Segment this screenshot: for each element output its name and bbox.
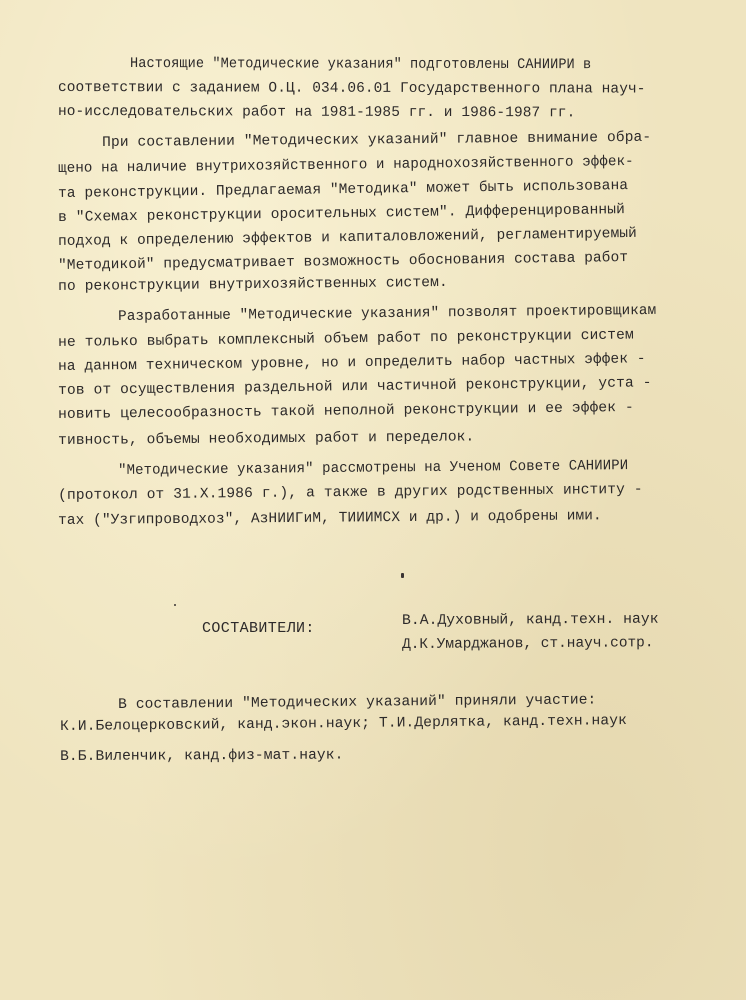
compiler-name-1: В.А.Духовный, канд.техн. наук <box>402 611 659 629</box>
paragraph-1-line-3: но-исследовательских работ на 1981-1985 гг. и 1986-1987 гг. <box>57 104 576 122</box>
paragraph-2-line-3: та реконструкции. Предлагаемая "Методика" может быть использована <box>58 178 629 202</box>
paragraph-2-line-7: по реконструкции внутрихозяйственных систем. <box>58 274 448 295</box>
paragraph-3-line-3: на данном техническом уровне, но и определить набор частных эффек - <box>58 351 646 375</box>
paragraph-3-line-5: новить целесообразность такой неполной реконструкции и ее эффек - <box>58 399 634 423</box>
paragraph-2-line-6: "Методикой" предусматривает возможность обоснования состава работ <box>58 250 629 274</box>
paragraph-3-line-2: не только выбрать комплексный объем работ по реконструкции систем <box>58 327 634 351</box>
participants-line-2: К.И.Белоцерковский, канд.экон.наук; Т.И.Дерлятка, канд.техн.наук <box>60 713 628 735</box>
participants-line-1: В составлении "Методических указаний" приняли участие: <box>118 692 597 713</box>
paragraph-1-line-2: соответствии с заданием О.Ц. 034.06.01 Государственного плана науч- <box>57 80 646 98</box>
paragraph-3-line-4: тов от осуществления раздельной или частичной реконструкции, уста - <box>58 375 652 399</box>
paragraph-2-line-1: При составлении "Методических указаний" главное внимание обра- <box>102 129 652 151</box>
paragraph-2-line-4: в "Схемах реконструкции оросительных систем". Дифференцированный <box>58 202 626 226</box>
participants-line-3: В.Б.Виленчик, канд.физ-мат.наук. <box>60 747 344 765</box>
paragraph-2-line-5: подход к определению эффектов и капиталовложений, регламентируемый <box>58 225 637 250</box>
paragraph-3-line-1: Разработанные "Методические указания" позволят проектировщикам <box>118 302 657 325</box>
paragraph-3-line-6: тивность, объемы необходимых работ и переделок. <box>58 429 475 449</box>
compilers-heading: СОСТАВИТЕЛИ: <box>202 620 315 637</box>
stray-ink-mark <box>174 604 176 606</box>
paragraph-1-line-1: Настоящие "Методические указания" подготовлены САНИИРИ в <box>129 55 592 74</box>
paragraph-4-line-2: (протокол от 31.Х.1986 г.), а также в других родственных институ - <box>58 481 643 504</box>
stray-ink-mark <box>401 573 404 578</box>
compiler-name-2: Д.К.Умарджанов, ст.науч.сотр. <box>402 635 654 653</box>
paragraph-2-line-2: щено на наличие внутрихозяйственного и народнохозяйственного эффек- <box>58 153 634 177</box>
paragraph-4-line-3: тах ("Узгипроводхоз", АзНИИГиМ, ТИИИМСХ и др.) и одобрены ими. <box>58 508 602 529</box>
paragraph-4-line-1: "Методические указания" рассмотрены на Ученом Совете САНИИРИ <box>118 458 629 479</box>
